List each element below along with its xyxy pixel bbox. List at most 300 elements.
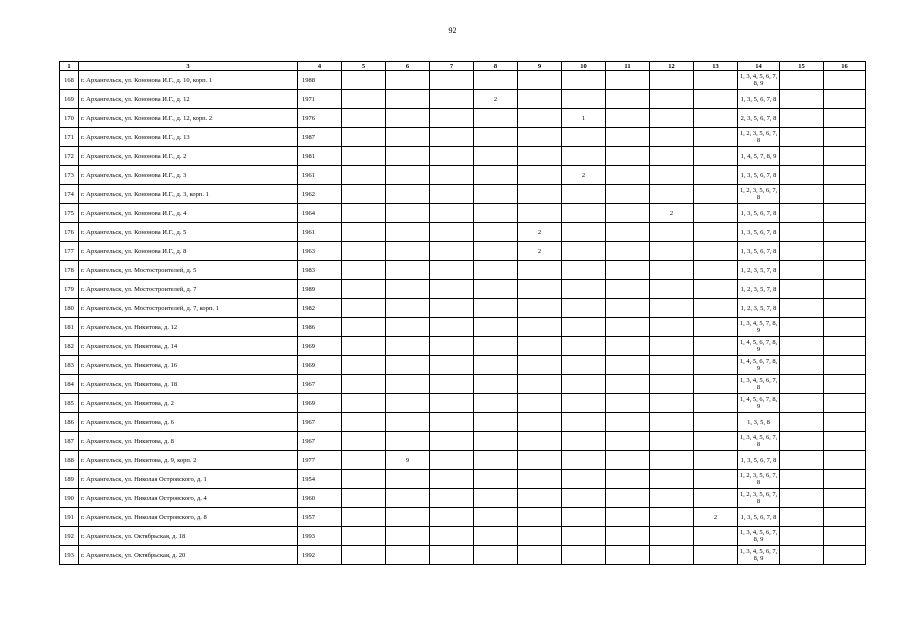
column-13-cell xyxy=(694,109,738,128)
column-10-cell xyxy=(562,470,606,489)
column-15-cell xyxy=(780,394,824,413)
column-12-cell xyxy=(650,128,694,147)
year-cell: 1963 xyxy=(298,242,342,261)
column-13-cell xyxy=(694,337,738,356)
column-12-cell xyxy=(650,261,694,280)
column-8-cell xyxy=(474,261,518,280)
column-12-cell xyxy=(650,413,694,432)
year-cell: 1960 xyxy=(298,489,342,508)
column-10-cell xyxy=(562,337,606,356)
address-cell: г. Архангельск, ул. Октябрьская, д. 18 xyxy=(79,527,298,546)
column-13-cell xyxy=(694,394,738,413)
column-6-cell xyxy=(386,470,430,489)
column-6-cell xyxy=(386,71,430,90)
column-7-cell xyxy=(430,413,474,432)
column-5-cell xyxy=(342,185,386,204)
column-11-cell xyxy=(606,280,650,299)
address-cell: г. Архангельск, ул. Никитова, д. 16 xyxy=(79,356,298,375)
column-13-cell xyxy=(694,185,738,204)
housing-register-table xyxy=(59,61,866,565)
row-number: 189 xyxy=(60,470,79,489)
row-number: 179 xyxy=(60,280,79,299)
year-cell: 1988 xyxy=(298,71,342,90)
column-7-cell xyxy=(430,223,474,242)
year-cell: 1964 xyxy=(298,204,342,223)
column-8-cell xyxy=(474,185,518,204)
column-6-cell xyxy=(386,109,430,128)
address-cell: г. Архангельск, ул. Мостостроителей, д. 7 xyxy=(79,280,298,299)
column-15-cell xyxy=(780,527,824,546)
column-15-cell xyxy=(780,204,824,223)
address-cell: г. Архангельск, ул. Никитова, д. 18 xyxy=(79,375,298,394)
table-row xyxy=(60,128,866,147)
column-10-cell xyxy=(562,546,606,565)
address-cell: г. Архангельск, ул. Никитова, д. 6 xyxy=(79,413,298,432)
column-8-cell xyxy=(474,394,518,413)
column-10-cell xyxy=(562,527,606,546)
column-10-cell xyxy=(562,508,606,527)
column-8-cell xyxy=(474,432,518,451)
column-header: 15 xyxy=(780,62,824,71)
column-9-cell xyxy=(518,90,562,109)
column-10-cell xyxy=(562,375,606,394)
column-9-cell xyxy=(518,432,562,451)
column-9-cell xyxy=(518,166,562,185)
row-number: 181 xyxy=(60,318,79,337)
row-number: 184 xyxy=(60,375,79,394)
table-row xyxy=(60,90,866,109)
codes-cell: 1, 3, 5, 6, 7, 8 xyxy=(738,90,780,109)
column-11-cell xyxy=(606,432,650,451)
column-5-cell xyxy=(342,204,386,223)
column-16-cell xyxy=(824,356,866,375)
column-10-cell xyxy=(562,451,606,470)
column-11-cell xyxy=(606,508,650,527)
column-8-cell xyxy=(474,413,518,432)
column-12-cell: 2 xyxy=(650,204,694,223)
row-number: 183 xyxy=(60,356,79,375)
address-cell: г. Архангельск, ул. Кононова И.Г., д. 10, корп. 1 xyxy=(79,71,298,90)
column-header: 7 xyxy=(430,62,474,71)
column-7-cell xyxy=(430,432,474,451)
column-10-cell xyxy=(562,299,606,318)
column-8-cell xyxy=(474,242,518,261)
year-cell: 1982 xyxy=(298,299,342,318)
column-16-cell xyxy=(824,489,866,508)
table-header-row xyxy=(60,62,866,71)
row-number: 170 xyxy=(60,109,79,128)
column-10-cell xyxy=(562,318,606,337)
column-16-cell xyxy=(824,204,866,223)
column-12-cell xyxy=(650,432,694,451)
column-5-cell xyxy=(342,318,386,337)
column-12-cell xyxy=(650,109,694,128)
column-8-cell xyxy=(474,508,518,527)
column-16-cell xyxy=(824,508,866,527)
column-6-cell xyxy=(386,527,430,546)
column-11-cell xyxy=(606,147,650,166)
column-6-cell xyxy=(386,223,430,242)
column-13-cell xyxy=(694,527,738,546)
column-7-cell xyxy=(430,280,474,299)
column-15-cell xyxy=(780,451,824,470)
address-cell: г. Архангельск, ул. Кононова И.Г., д. 12 xyxy=(79,90,298,109)
codes-cell: 1, 2, 3, 5, 7, 8 xyxy=(738,299,780,318)
column-16-cell xyxy=(824,432,866,451)
column-6-cell xyxy=(386,394,430,413)
column-5-cell xyxy=(342,242,386,261)
column-8-cell xyxy=(474,318,518,337)
column-16-cell xyxy=(824,109,866,128)
column-8-cell xyxy=(474,527,518,546)
year-cell: 1957 xyxy=(298,508,342,527)
column-5-cell xyxy=(342,147,386,166)
address-cell: г. Архангельск, ул. Николая Островского, д. 8 xyxy=(79,508,298,527)
table-row xyxy=(60,337,866,356)
column-13-cell xyxy=(694,128,738,147)
column-9-cell xyxy=(518,280,562,299)
year-cell: 1967 xyxy=(298,413,342,432)
column-5-cell xyxy=(342,451,386,470)
column-15-cell xyxy=(780,546,824,565)
column-6-cell xyxy=(386,413,430,432)
column-10-cell xyxy=(562,394,606,413)
column-header: 10 xyxy=(562,62,606,71)
column-6-cell xyxy=(386,318,430,337)
column-9-cell xyxy=(518,185,562,204)
codes-cell: 1, 3, 4, 5, 7, 8, 9 xyxy=(738,318,780,337)
table-row xyxy=(60,432,866,451)
column-16-cell xyxy=(824,71,866,90)
codes-cell: 1, 3, 5, 6, 7, 8 xyxy=(738,508,780,527)
codes-cell: 1, 3, 5, 8 xyxy=(738,413,780,432)
column-11-cell xyxy=(606,337,650,356)
column-6-cell xyxy=(386,299,430,318)
column-13-cell xyxy=(694,451,738,470)
column-15-cell xyxy=(780,128,824,147)
column-8-cell xyxy=(474,546,518,565)
column-9-cell xyxy=(518,356,562,375)
column-7-cell xyxy=(430,128,474,147)
column-13-cell xyxy=(694,375,738,394)
column-13-cell xyxy=(694,147,738,166)
year-cell: 1987 xyxy=(298,128,342,147)
codes-cell: 1, 2, 3, 5, 7, 8 xyxy=(738,261,780,280)
column-7-cell xyxy=(430,299,474,318)
column-6-cell xyxy=(386,166,430,185)
column-13-cell xyxy=(694,242,738,261)
year-cell: 1969 xyxy=(298,394,342,413)
column-16-cell xyxy=(824,185,866,204)
row-number: 193 xyxy=(60,546,79,565)
column-16-cell xyxy=(824,318,866,337)
row-number: 188 xyxy=(60,451,79,470)
column-8-cell xyxy=(474,299,518,318)
column-11-cell xyxy=(606,242,650,261)
column-15-cell xyxy=(780,318,824,337)
row-number: 192 xyxy=(60,527,79,546)
column-5-cell xyxy=(342,337,386,356)
column-9-cell xyxy=(518,451,562,470)
codes-cell: 1, 3, 5, 6, 7, 8 xyxy=(738,451,780,470)
column-13-cell xyxy=(694,280,738,299)
column-8-cell xyxy=(474,375,518,394)
table-row xyxy=(60,318,866,337)
column-13-cell xyxy=(694,71,738,90)
table-row xyxy=(60,204,866,223)
column-10-cell xyxy=(562,71,606,90)
column-13-cell xyxy=(694,261,738,280)
column-7-cell xyxy=(430,451,474,470)
column-7-cell xyxy=(430,489,474,508)
column-5-cell xyxy=(342,489,386,508)
column-8-cell: 2 xyxy=(474,90,518,109)
column-11-cell xyxy=(606,71,650,90)
table-row xyxy=(60,451,866,470)
column-12-cell xyxy=(650,489,694,508)
column-header: 13 xyxy=(694,62,738,71)
column-5-cell xyxy=(342,356,386,375)
row-number: 187 xyxy=(60,432,79,451)
column-13-cell xyxy=(694,470,738,489)
column-13-cell xyxy=(694,489,738,508)
column-16-cell xyxy=(824,147,866,166)
column-16-cell xyxy=(824,280,866,299)
column-5-cell xyxy=(342,128,386,147)
column-5-cell xyxy=(342,432,386,451)
column-15-cell xyxy=(780,356,824,375)
row-number: 180 xyxy=(60,299,79,318)
column-9-cell xyxy=(518,128,562,147)
column-header: 8 xyxy=(474,62,518,71)
row-number: 175 xyxy=(60,204,79,223)
column-15-cell xyxy=(780,470,824,489)
column-5-cell xyxy=(342,166,386,185)
column-5-cell xyxy=(342,375,386,394)
column-15-cell xyxy=(780,337,824,356)
table-row xyxy=(60,394,866,413)
codes-cell: 1, 2, 3, 5, 7, 8 xyxy=(738,280,780,299)
row-number: 191 xyxy=(60,508,79,527)
column-6-cell xyxy=(386,546,430,565)
column-11-cell xyxy=(606,185,650,204)
column-12-cell xyxy=(650,451,694,470)
table-row xyxy=(60,147,866,166)
column-16-cell xyxy=(824,527,866,546)
table-row xyxy=(60,71,866,90)
column-8-cell xyxy=(474,280,518,299)
column-10-cell: 2 xyxy=(562,166,606,185)
column-15-cell xyxy=(780,432,824,451)
column-5-cell xyxy=(342,280,386,299)
column-15-cell xyxy=(780,223,824,242)
column-9-cell xyxy=(518,489,562,508)
column-12-cell xyxy=(650,470,694,489)
column-5-cell xyxy=(342,470,386,489)
codes-cell: 1, 2, 3, 5, 6, 7, 8 xyxy=(738,489,780,508)
year-cell: 1961 xyxy=(298,223,342,242)
column-13-cell xyxy=(694,356,738,375)
address-cell: г. Архангельск, ул. Кононова И.Г., д. 4 xyxy=(79,204,298,223)
column-11-cell xyxy=(606,261,650,280)
column-16-cell xyxy=(824,90,866,109)
column-6-cell xyxy=(386,337,430,356)
column-5-cell xyxy=(342,546,386,565)
column-16-cell xyxy=(824,223,866,242)
column-10-cell: 1 xyxy=(562,109,606,128)
column-7-cell xyxy=(430,261,474,280)
column-9-cell xyxy=(518,394,562,413)
column-11-cell xyxy=(606,546,650,565)
column-6-cell xyxy=(386,147,430,166)
codes-cell: 1, 3, 4, 5, 6, 7, 8, 9 xyxy=(738,71,780,90)
column-9-cell: 2 xyxy=(518,242,562,261)
codes-cell: 1, 3, 4, 5, 6, 7, 8, 9 xyxy=(738,527,780,546)
column-16-cell xyxy=(824,337,866,356)
column-7-cell xyxy=(430,204,474,223)
row-number: 178 xyxy=(60,261,79,280)
address-cell: г. Архангельск, ул. Кононова И.Г., д. 5 xyxy=(79,223,298,242)
column-9-cell xyxy=(518,261,562,280)
year-cell: 1961 xyxy=(298,166,342,185)
year-cell: 1977 xyxy=(298,451,342,470)
column-6-cell xyxy=(386,356,430,375)
column-12-cell xyxy=(650,394,694,413)
column-header: 9 xyxy=(518,62,562,71)
column-12-cell xyxy=(650,299,694,318)
column-6-cell xyxy=(386,280,430,299)
column-8-cell xyxy=(474,166,518,185)
codes-cell: 1, 3, 5, 6, 7, 8 xyxy=(738,223,780,242)
column-5-cell xyxy=(342,527,386,546)
column-7-cell xyxy=(430,337,474,356)
column-16-cell xyxy=(824,470,866,489)
column-9-cell xyxy=(518,470,562,489)
row-number: 177 xyxy=(60,242,79,261)
codes-cell: 1, 2, 3, 5, 6, 7, 8 xyxy=(738,185,780,204)
column-7-cell xyxy=(430,527,474,546)
column-6-cell xyxy=(386,508,430,527)
row-number: 186 xyxy=(60,413,79,432)
column-8-cell xyxy=(474,489,518,508)
column-11-cell xyxy=(606,375,650,394)
address-cell: г. Архангельск, ул. Николая Островского, д. 1 xyxy=(79,470,298,489)
address-cell: г. Архангельск, ул. Кононова И.Г., д. 2 xyxy=(79,147,298,166)
column-9-cell xyxy=(518,71,562,90)
codes-cell: 1, 3, 4, 5, 6, 7, 8, 9 xyxy=(738,546,780,565)
column-5-cell xyxy=(342,109,386,128)
column-11-cell xyxy=(606,318,650,337)
column-6-cell xyxy=(386,489,430,508)
column-7-cell xyxy=(430,166,474,185)
column-10-cell xyxy=(562,128,606,147)
row-number: 185 xyxy=(60,394,79,413)
column-10-cell xyxy=(562,147,606,166)
column-7-cell xyxy=(430,90,474,109)
year-cell: 1967 xyxy=(298,432,342,451)
column-5-cell xyxy=(342,394,386,413)
column-12-cell xyxy=(650,185,694,204)
row-number: 172 xyxy=(60,147,79,166)
column-12-cell xyxy=(650,337,694,356)
address-cell: г. Архангельск, ул. Никитова, д. 2 xyxy=(79,394,298,413)
column-10-cell xyxy=(562,413,606,432)
address-cell: г. Архангельск, ул. Никитова, д. 14 xyxy=(79,337,298,356)
year-cell: 1981 xyxy=(298,147,342,166)
column-header: 5 xyxy=(342,62,386,71)
row-number: 169 xyxy=(60,90,79,109)
codes-cell: 1, 2, 3, 5, 6, 7, 8 xyxy=(738,470,780,489)
column-16-cell xyxy=(824,242,866,261)
column-5-cell xyxy=(342,223,386,242)
column-7-cell xyxy=(430,394,474,413)
column-5-cell xyxy=(342,413,386,432)
column-16-cell xyxy=(824,394,866,413)
column-13-cell xyxy=(694,204,738,223)
column-10-cell xyxy=(562,90,606,109)
table-row xyxy=(60,413,866,432)
column-8-cell xyxy=(474,356,518,375)
column-13-cell xyxy=(694,432,738,451)
address-cell: г. Архангельск, ул. Никитова, д. 8 xyxy=(79,432,298,451)
column-11-cell xyxy=(606,489,650,508)
codes-cell: 1, 3, 4, 5, 6, 7, 8 xyxy=(738,432,780,451)
column-9-cell xyxy=(518,375,562,394)
column-5-cell xyxy=(342,90,386,109)
codes-cell: 1, 4, 5, 6, 7, 8, 9 xyxy=(738,394,780,413)
column-16-cell xyxy=(824,299,866,318)
column-11-cell xyxy=(606,109,650,128)
column-header: 1 xyxy=(60,62,79,71)
year-cell: 1986 xyxy=(298,318,342,337)
table-row xyxy=(60,546,866,565)
address-cell: г. Архангельск, ул. Кононова И.Г., д. 12, корп. 2 xyxy=(79,109,298,128)
column-12-cell xyxy=(650,318,694,337)
column-12-cell xyxy=(650,375,694,394)
column-15-cell xyxy=(780,71,824,90)
column-8-cell xyxy=(474,204,518,223)
column-5-cell xyxy=(342,261,386,280)
column-16-cell xyxy=(824,451,866,470)
column-11-cell xyxy=(606,470,650,489)
column-11-cell xyxy=(606,394,650,413)
year-cell: 1969 xyxy=(298,337,342,356)
column-6-cell xyxy=(386,204,430,223)
codes-cell: 1, 3, 5, 6, 7, 8 xyxy=(738,204,780,223)
table-body xyxy=(60,71,866,565)
column-15-cell xyxy=(780,375,824,394)
table-row xyxy=(60,527,866,546)
column-10-cell xyxy=(562,185,606,204)
column-15-cell xyxy=(780,166,824,185)
table-row xyxy=(60,166,866,185)
column-8-cell xyxy=(474,109,518,128)
column-6-cell xyxy=(386,90,430,109)
column-12-cell xyxy=(650,508,694,527)
column-9-cell xyxy=(518,204,562,223)
column-15-cell xyxy=(780,261,824,280)
column-12-cell xyxy=(650,356,694,375)
column-15-cell xyxy=(780,489,824,508)
table-row xyxy=(60,489,866,508)
column-6-cell xyxy=(386,185,430,204)
column-16-cell xyxy=(824,261,866,280)
column-15-cell xyxy=(780,90,824,109)
column-9-cell xyxy=(518,337,562,356)
column-10-cell xyxy=(562,489,606,508)
row-number: 176 xyxy=(60,223,79,242)
year-cell: 1992 xyxy=(298,546,342,565)
